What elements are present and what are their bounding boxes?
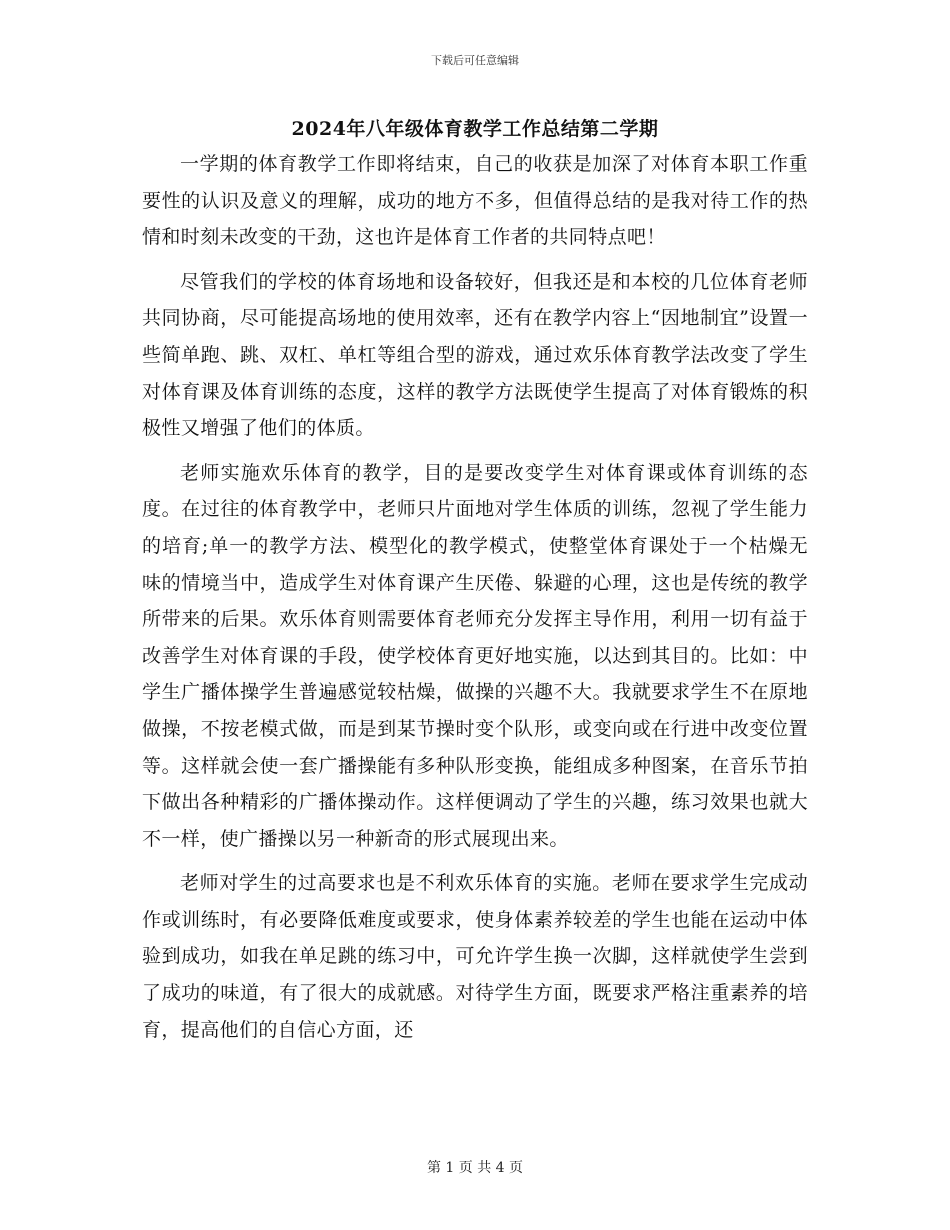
paragraph-1: 一学期的体育教学工作即将结束，自己的收获是加深了对体育本职工作重要性的认识及意义的理解，成功的地方不多，但值得总结的是我对待工作的热情和时刻未改变的干劲，这也许是体育工作者的共同特点吧！ xyxy=(142,153,808,249)
page-number: 第 1 页 共 4 页 xyxy=(426,1160,524,1176)
paragraph-2: 尽管我们的学校的体育场地和设备较好，但我还是和本校的几位体育老师共同协商，尽可能提高场地的使用效率，还有在教学内容上“因地制宜”设置一些简单跑、跳、双杠、单杠等组合型的游戏，通过欢乐体育教学法改变了学生对体育课及体育训练的态度，这样的教学方法既使学生提高了对体育锻炼的积极性又增强了他们的体质。 xyxy=(142,270,808,440)
document-title: 2024年八年级体育教学工作总结第二学期 xyxy=(291,118,659,140)
document-body xyxy=(142,146,808,1056)
paragraph-4: 老师对学生的过高要求也是不利欢乐体育的实施。老师在要求学生完成动作或训练时，有必要降低难度或要求，使身体素养较差的学生也能在运动中体验到成功，如我在单足跳的练习中，可允许学生换一次脚，这样就使学生尝到了成功的味道，有了很大的成就感。对待学生方面，既要求严格注重素养的培育，提高他们的自信心方面，还 xyxy=(142,872,808,1041)
page-header-note: 下载后可任意编辑 xyxy=(431,54,519,67)
paragraph-3: 老师实施欢乐体育的教学，目的是要改变学生对体育课或体育训练的态度。在过往的体育教学中，老师只片面地对学生体质的训练，忽视了学生能力的培育;单一的教学方法、模型化的教学模式，使整堂体育课处于一个枯燥无味的情境当中，造成学生对体育课产生厌倦、躲避的心理，这也是传统的教学所带来的后果。欢乐体育则需要体育老师充分发挥主导作用，利用一切有益于改善学生对体育课的手段，使学校体育更好地实施，以达到其目的。比如：中学生广播体操学生普遍感觉较枯燥，做操的兴趣不大。我就要求学生不在原地做操，不按老模式做，而是到某节操时变个队形，或变向或在行进中改变位置等。这样就会使一套广播操能有多种队形变换，能组成多种图案，在音乐节拍下做出各种精彩的广播体操动作。这样便调动了学生的兴趣，练习效果也就大不一样，使广播操以另一种新奇的形式展现出来。 xyxy=(142,461,808,850)
